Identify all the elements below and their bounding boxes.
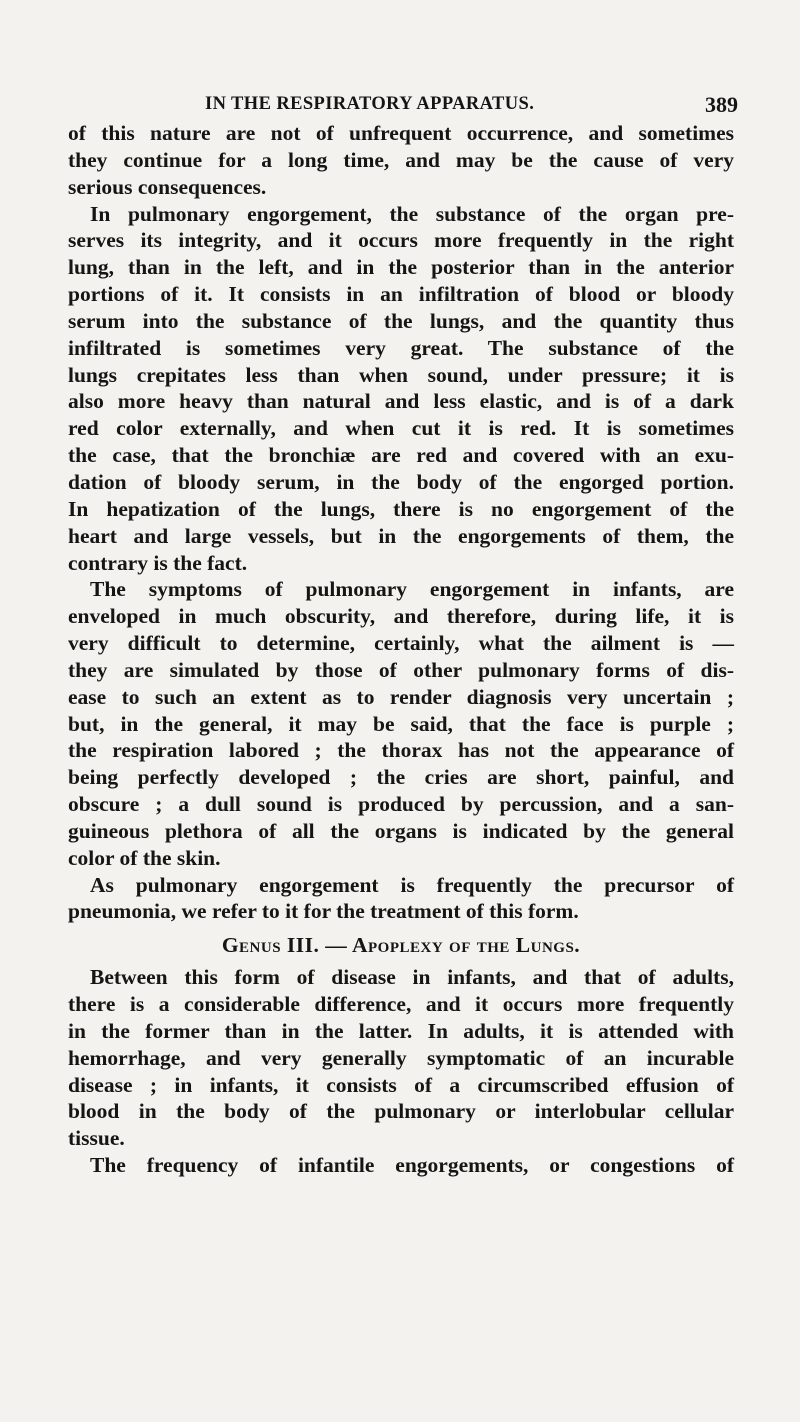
text-line: lung, than in the left, and in the posterior than in the anterior xyxy=(68,255,734,280)
text-line: The symptoms of pulmonary engorgement in infants, are xyxy=(90,577,734,602)
text-line: serious consequences. xyxy=(68,174,267,199)
text-line: obscure ; a dull sound is produced by percussion, and a san- xyxy=(68,792,734,817)
text-line: but, in the general, it may be said, that the face is purple ; xyxy=(68,711,734,736)
text-line: red color externally, and when cut it is red. It is sometimes xyxy=(68,416,734,441)
text-line: lungs crepitates less than when sound, under pressure; it is xyxy=(68,362,734,387)
page-number: 389 xyxy=(705,92,738,117)
text-line: In pulmonary engorgement, the substance of the organ pre- xyxy=(90,201,734,226)
text-line: contrary is the fact. xyxy=(68,550,248,575)
text-line: they continue for a long time, and may be the cause of very xyxy=(68,147,734,172)
text-line: disease ; in infants, it consists of a circumscribed effusion of xyxy=(68,1072,734,1097)
text-line: tissue. xyxy=(68,1126,125,1151)
text-line: blood in the body of the pulmonary or interlobular cellular xyxy=(68,1099,734,1124)
text-line: guineous plethora of all the organs is indicated by the general xyxy=(68,818,734,843)
text-line: the case, that the bronchiæ are red and covered with an exu- xyxy=(68,443,734,468)
text-line: portions of it. It consists in an infiltration of blood or bloody xyxy=(68,282,734,307)
text-line: In hepatization of the lungs, there is no engorgement of the xyxy=(68,496,734,521)
text-line: dation of bloody serum, in the body of the engorged portion. xyxy=(68,469,734,494)
text-line: hemorrhage, and very generally symptomatic of an incurable xyxy=(68,1045,734,1070)
text-line: The frequency of infantile engorgements, or congestions of xyxy=(90,1153,734,1178)
running-title: IN THE RESPIRATORY APPARATUS. xyxy=(205,94,535,114)
text-line: ease to such an extent as to render diagnosis very uncertain ; xyxy=(68,684,734,709)
section-heading: Genus III. — Apoplexy of the Lungs. xyxy=(221,933,581,958)
text-line: there is a considerable difference, and it occurs more frequently xyxy=(68,992,734,1016)
text-line: of this nature are not of unfrequent occurrence, and sometimes xyxy=(68,121,734,145)
text-line: they are simulated by those of other pulmonary forms of dis- xyxy=(68,657,734,682)
text-line: serves its integrity, and it occurs more frequently in the right xyxy=(68,228,734,253)
text-line: color of the skin. xyxy=(68,845,221,870)
body-text xyxy=(68,120,734,1179)
text-line: very difficult to determine, certainly, what the ailment is — xyxy=(68,631,734,656)
text-line: As pulmonary engorgement is frequently the precursor of xyxy=(90,872,734,897)
text-line: heart and large vessels, but in the engorgements of them, the xyxy=(68,523,734,548)
text-line: pneumonia, we refer to it for the treatment of this form. xyxy=(68,899,579,924)
text-line: Between this form of disease in infants, and that of adults, xyxy=(90,965,734,990)
text-line: infiltrated is sometimes very great. The substance of the xyxy=(68,335,734,360)
text-line: being perfectly developed ; the cries are short, painful, and xyxy=(68,765,734,790)
text-line: serum into the substance of the lungs, and the quantity thus xyxy=(68,308,734,333)
text-line: in the former than in the latter. In adults, it is attended with xyxy=(68,1018,734,1043)
text-line: the respiration labored ; the thorax has not the appearance of xyxy=(68,738,734,763)
text-line: also more heavy than natural and less elastic, and is of a dark xyxy=(68,389,734,414)
text-line: enveloped in much obscurity, and therefore, during life, it is xyxy=(68,604,734,629)
